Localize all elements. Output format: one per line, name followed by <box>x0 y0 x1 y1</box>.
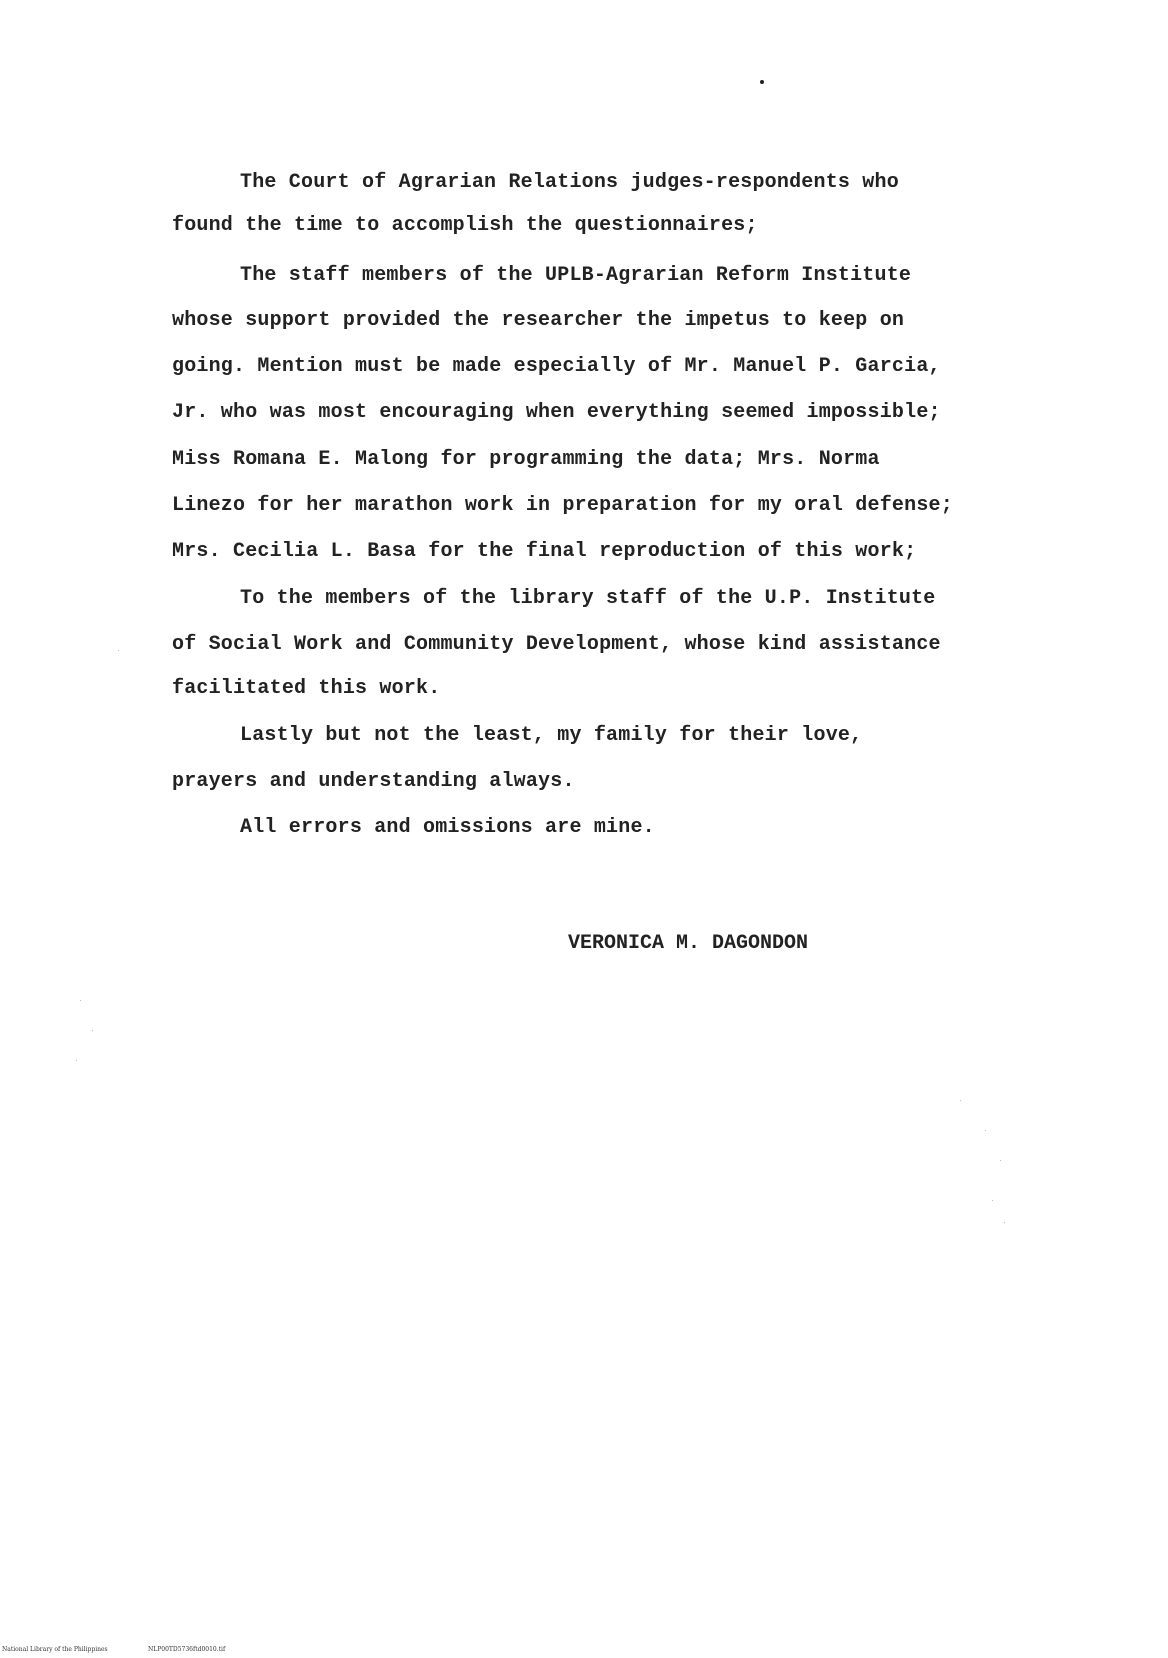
paragraph-3-line-3: facilitated this work. <box>172 677 441 700</box>
paragraph-2-line-7: Mrs. Cecilia L. Basa for the final reproduction of this work; <box>172 540 917 563</box>
paragraph-2-line-6: Linezo for her marathon work in preparation for my oral defense; <box>172 494 953 517</box>
footer-source: National Library of the Philippines <box>2 1646 108 1653</box>
paragraph-2-line-4: Jr. who was most encouraging when everything seemed impossible; <box>172 401 941 424</box>
scan-speckle <box>1000 1160 1001 1161</box>
paragraph-1-line-1: The Court of Agrarian Relations judges-respondents who <box>240 171 899 194</box>
scan-speckle <box>1004 1222 1005 1223</box>
scan-speckle <box>960 1100 961 1101</box>
scan-speckle <box>76 1060 77 1061</box>
stray-mark <box>760 80 764 84</box>
paragraph-2-line-3: going. Mention must be made especially of Mr. Manuel P. Garcia, <box>172 355 941 378</box>
author-signature: VERONICA M. DAGONDON <box>568 932 809 955</box>
paragraph-5-line-1: All errors and omissions are mine. <box>240 816 655 839</box>
scan-speckle <box>985 1130 986 1131</box>
paragraph-2-line-2: whose support provided the researcher the impetus to keep on <box>172 309 905 332</box>
scan-speckle <box>92 1030 93 1031</box>
scan-speckle <box>992 1200 993 1201</box>
paragraph-3-line-1: To the members of the library staff of the U.P. Institute <box>240 587 936 610</box>
scan-speckle <box>80 1000 81 1001</box>
paragraph-2-line-5: Miss Romana E. Malong for programming the data; Mrs. Norma <box>172 448 880 471</box>
paragraph-4-line-1: Lastly but not the least, my family for their love, <box>240 724 863 747</box>
scan-speckle <box>118 650 119 651</box>
paragraph-4-line-2: prayers and understanding always. <box>172 770 575 793</box>
footer-filename: NLP00TD5736ftd0010.tif <box>148 1646 226 1653</box>
paragraph-1-line-2: found the time to accomplish the questionnaires; <box>172 214 758 237</box>
paragraph-3-line-2: of Social Work and Community Development, whose kind assistance <box>172 633 941 656</box>
paragraph-2-line-1: The staff members of the UPLB-Agrarian Reform Institute <box>240 264 912 287</box>
